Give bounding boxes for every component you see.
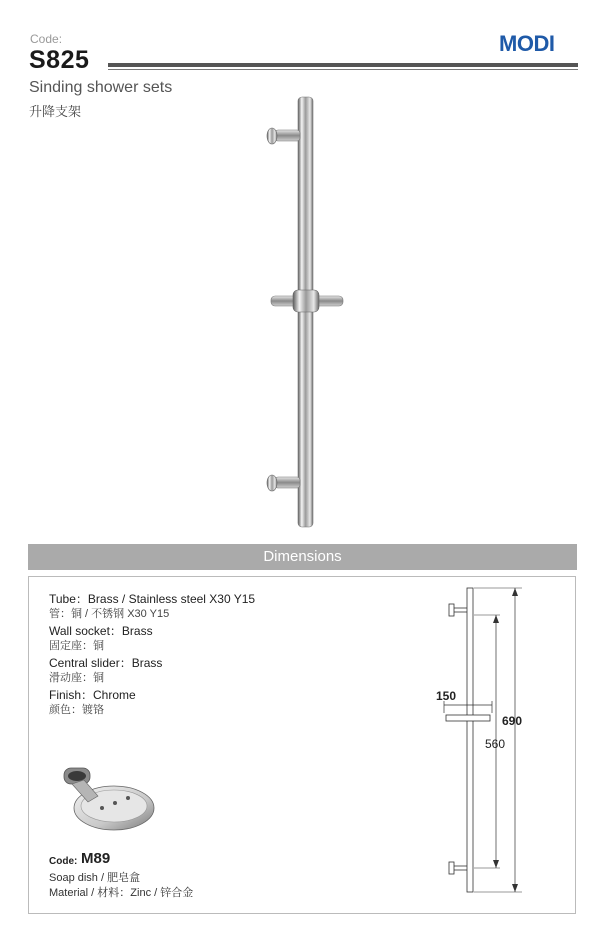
product-image <box>255 92 355 532</box>
spec-wall-socket-cn: 固定座：铜 <box>49 640 104 652</box>
accessory-name: Soap dish / 肥皂盒 <box>49 872 141 884</box>
spec-slider-cn: 滑动座：铜 <box>49 672 104 684</box>
brand-logo: MODI <box>499 31 555 56</box>
technical-drawing <box>430 582 560 902</box>
dimension-inner-label: 560 <box>485 737 506 751</box>
product-title-cn: 升降支架 <box>29 104 82 119</box>
spec-tube-en: Tube：Brass / Stainless steel X30 Y15 <box>49 592 256 606</box>
accessory-code: M89 <box>81 850 111 867</box>
spec-wall-socket-en: Wall socket：Brass <box>49 624 153 638</box>
soap-dish-image <box>58 762 158 834</box>
dimensions-header: Dimensions <box>28 544 577 570</box>
dimension-total-label: 690 <box>502 714 523 728</box>
product-title-en: Sinding shower sets <box>29 79 173 96</box>
spec-finish-en: Finish：Chrome <box>49 688 136 702</box>
dimension-width-label: 150 <box>436 689 457 703</box>
header-rule <box>108 63 578 67</box>
product-code: S825 <box>29 46 90 74</box>
code-label: Code: <box>30 32 63 46</box>
spec-slider-en: Central slider：Brass <box>49 656 163 670</box>
header-rule-thin <box>108 69 578 70</box>
accessory-code-label: Code: <box>49 856 78 867</box>
spec-finish-cn: 颜色：镀铬 <box>49 704 104 716</box>
spec-tube-cn: 管：铜 / 不锈钢 X30 Y15 <box>49 608 170 620</box>
accessory-material: Material / 材料：Zinc / 锌合金 <box>49 887 194 899</box>
